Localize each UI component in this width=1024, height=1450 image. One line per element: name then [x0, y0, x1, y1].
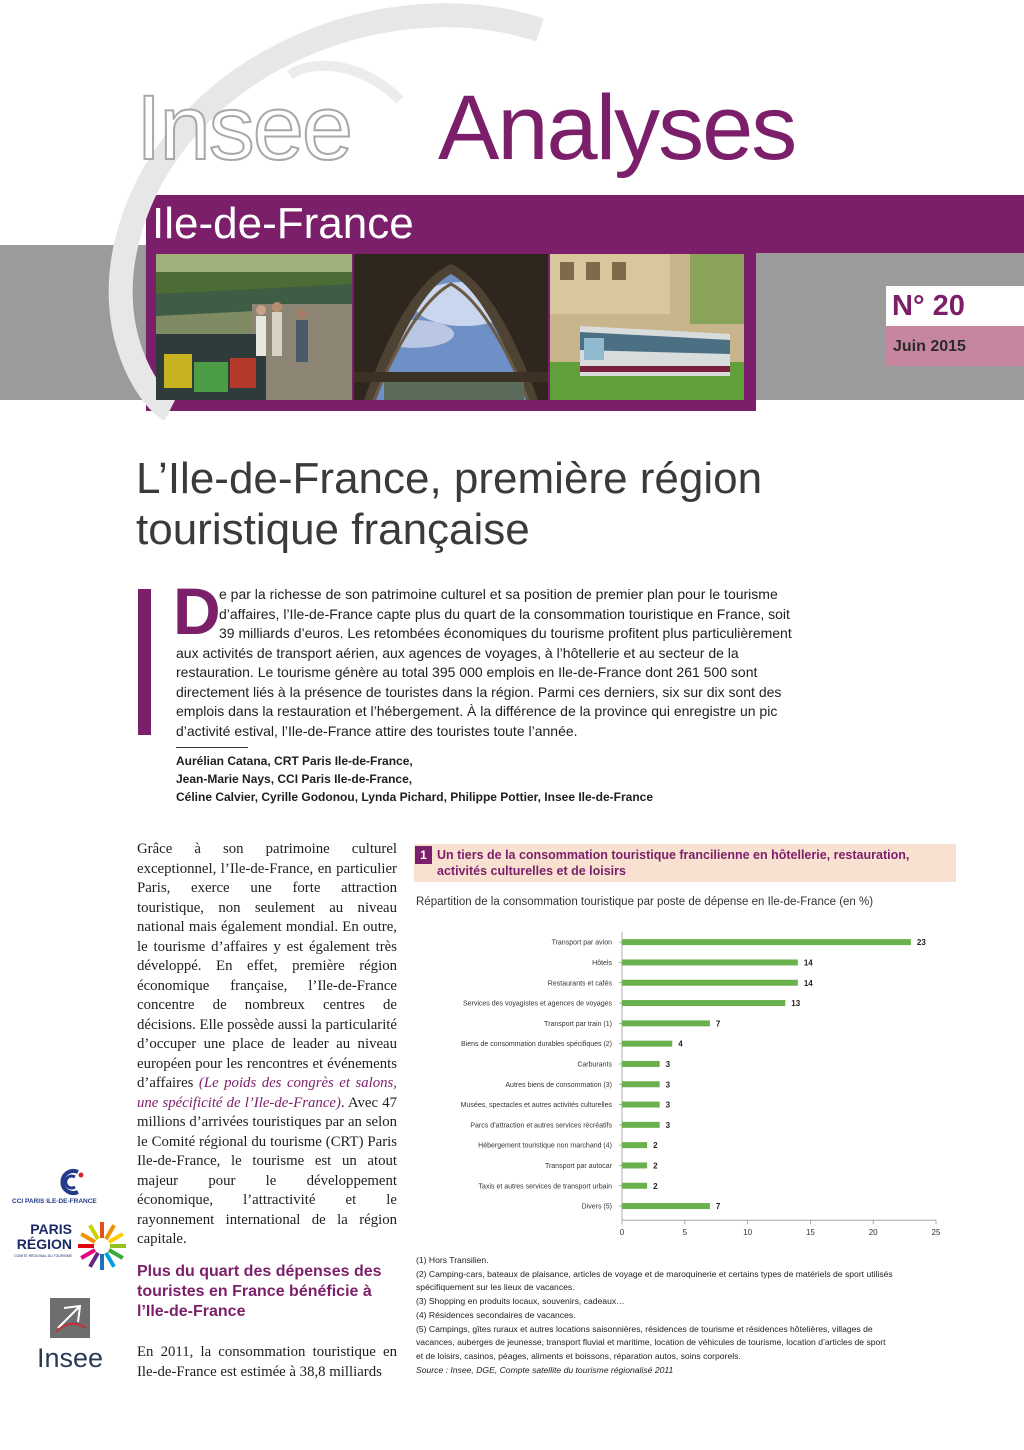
- authors-block: [176, 752, 653, 806]
- lede-line: restauration. Le tourisme génère au total 395 000 emplois en Ile-de-France dont 261 500 sont: [176, 664, 758, 680]
- paris-region-logo: [12, 1220, 130, 1276]
- page-title-line-2: touristique française: [136, 505, 530, 554]
- lede-line: directement liés à la présence de touristes dans la région. Parmi ces derniers, six sur dix sont des: [176, 683, 782, 700]
- data-label: 13: [791, 999, 801, 1009]
- data-label: 7: [715, 1202, 721, 1212]
- data-label: 3: [665, 1059, 671, 1069]
- data-label: 23: [916, 938, 926, 948]
- data-label: 14: [803, 958, 813, 968]
- category-label: Transport par avion: [551, 939, 612, 947]
- bar: [622, 1142, 647, 1148]
- inline-link-congres[interactable]: (Le poids des congrès et salons, une spécificité de l’Ile-de-France): [137, 1075, 397, 1111]
- lede-line: d’activité estival, l’Ile-de-France attire des touristes toute l’année.: [176, 722, 578, 739]
- paris-region-subtitle: COMITÉ RÉGIONAL DU TOURISME: [14, 1254, 72, 1258]
- category-label: Transport par train (1): [544, 1020, 612, 1028]
- figure-notes: [416, 1254, 961, 1377]
- bar: [622, 1122, 660, 1128]
- bar: [622, 1102, 660, 1108]
- bar: [622, 939, 911, 945]
- author-line: Céline Calvier, Cyrille Godonou, Lynda Pichard, Philippe Pottier, Insee Ile-de-France: [176, 790, 654, 804]
- brand-analyses-wordmark: Analyses: [438, 77, 796, 179]
- body-paragraph: Grâce à son patrimoine culturel exceptionnel, l’Ile-de-France, en particulier Paris, exerce une forte attraction touristique, non seulement au niveau national mais également mondial. En outre, le tourisme d’affaires y est également très développé. En effet, première région économique française, l’Ile-de-France concentre de nombreux centres de décisions. Elle possède aussi la particularité d’occuper une place de leader au niveau européen pour les rencontres et événements d’affaires (Le poids des congrès et salons, une spécificité de l’Ile-de-France). Avec 47 millions d’arrivées touristiques par an selon le Comité régional du tourisme (CRT) Paris Ile-de-France, le tourisme est un atout majeur pour le développement économique, l’attractivité et le rayonnement international de la région capitale.: [137, 841, 397, 1247]
- category-label: Taxis et autres services de transport urbain: [478, 1183, 612, 1191]
- x-tick-label: 0: [619, 1228, 625, 1238]
- paris-region-line2: RÉGION: [16, 1236, 72, 1252]
- cci-logo-text: CCI PARIS ILE-DE-FRANCE: [12, 1198, 97, 1205]
- data-label: 2: [653, 1141, 658, 1151]
- lede-line: aux activités de transport aérien, aux agences de voyages, à l’hôtellerie et au secteur de la: [176, 644, 739, 661]
- figure-number: 1: [415, 846, 432, 864]
- bar: [622, 1041, 672, 1047]
- x-tick-label: 5: [682, 1228, 688, 1238]
- eiffel-tower-photo: [354, 254, 548, 400]
- author-line: Jean-Marie Nays, CCI Paris Ile-de-France,: [176, 772, 413, 786]
- lede-line: emplois dans la restauration et l’hébergement. À la différence de la province qui enregistre un pic: [176, 703, 778, 719]
- issue-number: N° 20: [892, 290, 965, 322]
- category-label: Autres biens de consommation (3): [505, 1081, 612, 1089]
- bar: [622, 1020, 710, 1026]
- figure-title: Un tiers de la consommation touristique francilienne en hôtellerie, restauration, activités culturelles et de loisirs: [437, 848, 910, 878]
- bar: [622, 959, 798, 965]
- body-paragraph-2: En 2011, la consommation touristique en Ile-de-France est estimée à 38,8 milliards: [137, 1344, 397, 1380]
- category-label: Musées, spectacles et autres activités culturelles: [460, 1102, 612, 1110]
- author-line: Aurélian Catana, CRT Paris Ile-de-France,: [176, 754, 413, 768]
- lede-line: d’affaires, l’Ile-de-France capte plus du quart de la consommation touristique en France, soit: [219, 605, 790, 622]
- data-label: 4: [678, 1039, 683, 1049]
- category-label: Divers (5): [581, 1203, 612, 1211]
- issue-date: Juin 2015: [893, 338, 966, 355]
- bar: [622, 1162, 647, 1168]
- page-title-line-1: L’Ile-de-France, première région: [136, 454, 763, 503]
- data-label: 2: [653, 1161, 658, 1171]
- data-label: 3: [665, 1080, 671, 1090]
- cci-logo: [12, 1166, 128, 1210]
- insee-logo: [24, 1298, 116, 1378]
- insee-emblem-icon: [50, 1298, 90, 1338]
- bar-chart: [412, 924, 958, 1244]
- brand-insee-wordmark: Insee: [136, 77, 352, 179]
- footnote: (1) Hors Transilien.: [416, 1255, 489, 1265]
- insee-logo-text: Insee: [36, 1343, 104, 1373]
- x-tick-label: 20: [868, 1228, 878, 1238]
- category-label: Restaurants et cafés: [547, 980, 612, 988]
- lede-accent-bar: [138, 589, 151, 735]
- paris-region-line1: PARIS: [30, 1221, 72, 1237]
- data-label: 3: [665, 1100, 671, 1110]
- bar: [622, 980, 798, 986]
- authors-divider: [176, 747, 248, 748]
- x-tick-label: 25: [931, 1228, 941, 1238]
- page-title: [136, 453, 896, 555]
- footnote: vacances, auberges de jeunesse, transport fluvial et maritime, location de véhicules de tourisme, location d’articles de sport: [416, 1337, 886, 1348]
- data-label: 3: [665, 1120, 671, 1130]
- sunburst-icon: [76, 1220, 128, 1272]
- category-label: Biens de consommation durables spécifiques (2): [461, 1041, 612, 1049]
- footnote: (5) Campings, gîtes ruraux et autres locations saisonnières, résidences de tourisme et résidences hôtelières, villages de: [416, 1323, 873, 1334]
- section-subheading: Plus du quart des dépenses des touristes en France bénéficie à l’Ile-de-France: [137, 1263, 382, 1320]
- category-label: Services des voyagistes et agences de voyages: [462, 1000, 612, 1008]
- x-tick-label: 15: [805, 1228, 815, 1238]
- footnote: spécifiquement sur les lieux de vacances.: [416, 1282, 575, 1293]
- footnote: (2) Camping-cars, bateaux de plaisance, articles de voyage et de maroquinerie et certains types de matériels de sport utilisés: [416, 1268, 893, 1279]
- footnote: (3) Shopping en produits locaux, souvenirs, cadeaux…: [416, 1296, 625, 1307]
- category-label: Hôtels: [592, 959, 612, 967]
- lede-line: e par la richesse de son patrimoine culturel et sa position de premier plan pour le tourisme: [219, 586, 778, 602]
- figure-source: Source : Insee, DGE, Compte satellite du tourisme régionalisé 2011: [416, 1364, 674, 1375]
- category-label: Parcs d’attraction et autres services récréatifs: [470, 1122, 612, 1130]
- figure-subtitle: Répartition de la consommation touristique par poste de dépense en Ile-de-France (en %): [416, 896, 874, 908]
- data-label: 14: [803, 978, 813, 988]
- bar: [622, 1081, 660, 1087]
- bar: [622, 1183, 647, 1189]
- bar: [622, 1000, 785, 1006]
- bar: [622, 1061, 660, 1067]
- category-label: Hébergement touristique non marchand (4): [478, 1142, 612, 1150]
- lede-dropcap: D: [173, 574, 221, 648]
- footnote: et de loisirs, casinos, péages, aliments et boissons, réparation autos, soins corporels.: [416, 1350, 741, 1361]
- category-label: Carburants: [577, 1061, 612, 1069]
- lede-line: 39 milliards d’euros. Les retombées économiques du tourisme profitent plus particulièrement: [219, 625, 792, 641]
- category-label: Transport par autocar: [544, 1162, 612, 1170]
- data-label: 7: [715, 1019, 721, 1029]
- tramway-photo: [550, 254, 744, 400]
- footnote: (4) Résidences secondaires de vacances.: [416, 1309, 576, 1320]
- bar: [622, 1203, 710, 1209]
- market-photo: [156, 254, 352, 400]
- region-name: Ile-de-France: [152, 199, 414, 248]
- x-tick-label: 10: [743, 1228, 753, 1238]
- data-label: 2: [653, 1181, 658, 1191]
